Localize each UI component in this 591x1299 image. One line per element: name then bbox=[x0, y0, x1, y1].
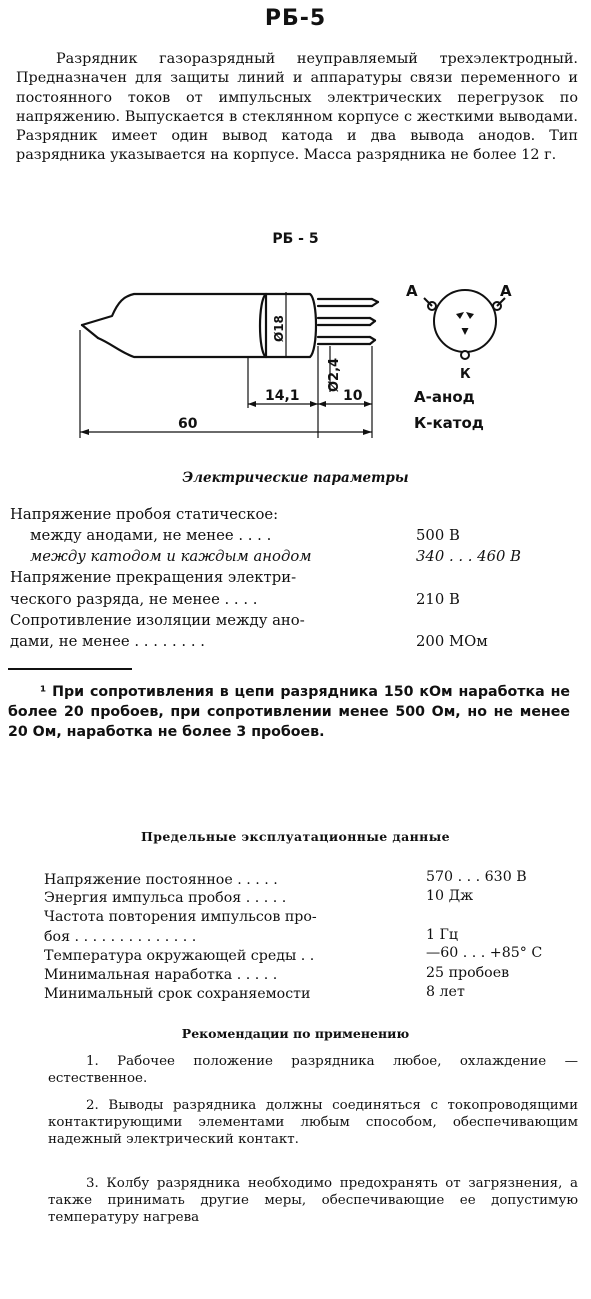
electrical-heading: Электрические параметры bbox=[182, 470, 409, 486]
limits-row-value: 25 пробоев bbox=[426, 965, 510, 981]
limits-heading: Предельные эксплуатационные данные bbox=[140, 829, 450, 844]
dim-total-label: 60 bbox=[178, 416, 198, 432]
page-title: РБ-5 bbox=[264, 6, 327, 31]
dim-length2-label: 10 bbox=[343, 388, 363, 404]
electrical-row-label: Напряжение пробоя статическое: bbox=[10, 506, 279, 523]
legend-anode: А-анод bbox=[414, 388, 475, 406]
limits-row-label: боя . . . . . . . . . . . . . . bbox=[44, 929, 197, 945]
cap bbox=[260, 294, 316, 357]
limits-row-label: Минимальная наработка . . . . . bbox=[44, 967, 278, 983]
recommendation-item: 1. Рабочее положение разрядника любое, охлаждение — естественное. bbox=[48, 1054, 578, 1086]
intro-paragraph: Разрядник газоразрядный неуправляемый трехэлектродный. Предназначен для защиты линий и аппаратуры связи переменного и постоянного токов от импульсных электрических перегрузок по напряжению. Выпускается в стеклянном корпусе с жесткими выводами. Разрядник имеет один вывод катода и два вывода анодов. Тип разрядника указывается на корпусе. Масса разрядника не более 12 г. bbox=[16, 51, 578, 164]
electrical-row-value: 500 В bbox=[416, 527, 460, 544]
limits-row-value: 8 лет bbox=[426, 984, 465, 1000]
pin-a-right-label: А bbox=[500, 282, 512, 300]
electrical-row-label: между анодами, не менее . . . . bbox=[30, 527, 272, 544]
glass-body-bottom bbox=[98, 338, 266, 357]
electrical-row-value: 210 В bbox=[416, 591, 460, 608]
limits-row-label: Минимальный срок сохраняемости bbox=[44, 986, 311, 1002]
legend-cathode: К-катод bbox=[414, 414, 484, 432]
base-view-circle bbox=[434, 290, 496, 352]
footnote: ¹ При сопротивления в цепи разрядника 150 кОм наработка не более 20 пробоев, при сопротивлении менее 500 Ом, но не менее 20 Ом, наработка не более 3 пробоев. bbox=[8, 684, 570, 740]
electrical-row-label: Напряжение прекращения электри- bbox=[10, 569, 297, 586]
recommendations-heading: Рекомендации по применению bbox=[181, 1026, 410, 1041]
limits-row-value: 1 Гц bbox=[426, 927, 459, 943]
limits-row-value: 10 Дж bbox=[426, 888, 474, 904]
limits-row-label: Напряжение постоянное . . . . . bbox=[44, 872, 278, 888]
electrical-row-label: между катодом и каждым анодом bbox=[30, 548, 312, 565]
dim-pin-diameter-label: Ø2,4 bbox=[327, 357, 342, 392]
glass-tip bbox=[82, 294, 266, 325]
device-drawing bbox=[0, 0, 591, 470]
figure-title: РБ - 5 bbox=[272, 231, 319, 247]
limits-row-label: Энергия импульса пробоя . . . . . bbox=[44, 890, 287, 906]
electrical-row-label: ческого разряда, не менее . . . . bbox=[10, 591, 258, 608]
limits-row-label: Частота повторения импульсов про- bbox=[44, 909, 317, 925]
electrical-row-value: 340 . . . 460 В bbox=[416, 548, 521, 565]
electrical-row-label: Сопротивление изоляции между ано- bbox=[10, 612, 305, 629]
dim-length1-label: 14,1 bbox=[265, 388, 300, 404]
electrical-row-value: 200 МОм bbox=[416, 633, 488, 650]
dim-diameter-label: Ø18 bbox=[272, 315, 286, 342]
recommendation-item: 2. Выводы разрядника должны соединяться с токопроводящими контактирующими элементами любым способом, обеспечивающим надежный электрический контакт. bbox=[48, 1098, 578, 1147]
recommendation-item: 3. Колбу разрядника необходимо предохранять от загрязнения, а также принимать другие меры, обеспечивающие ее допустимую температуру нагрева bbox=[48, 1176, 578, 1225]
footnote-divider bbox=[8, 668, 132, 670]
limits-row-value: —60 . . . +85° С bbox=[426, 945, 543, 961]
pin-k-label: К bbox=[460, 367, 471, 382]
electrical-row-label: дами, не менее . . . . . . . . bbox=[10, 633, 205, 650]
pin-a-left-label: А bbox=[406, 282, 418, 300]
limits-row-value: 570 . . . 630 В bbox=[426, 869, 527, 885]
limits-row-label: Температура окружающей среды . . bbox=[44, 948, 315, 964]
